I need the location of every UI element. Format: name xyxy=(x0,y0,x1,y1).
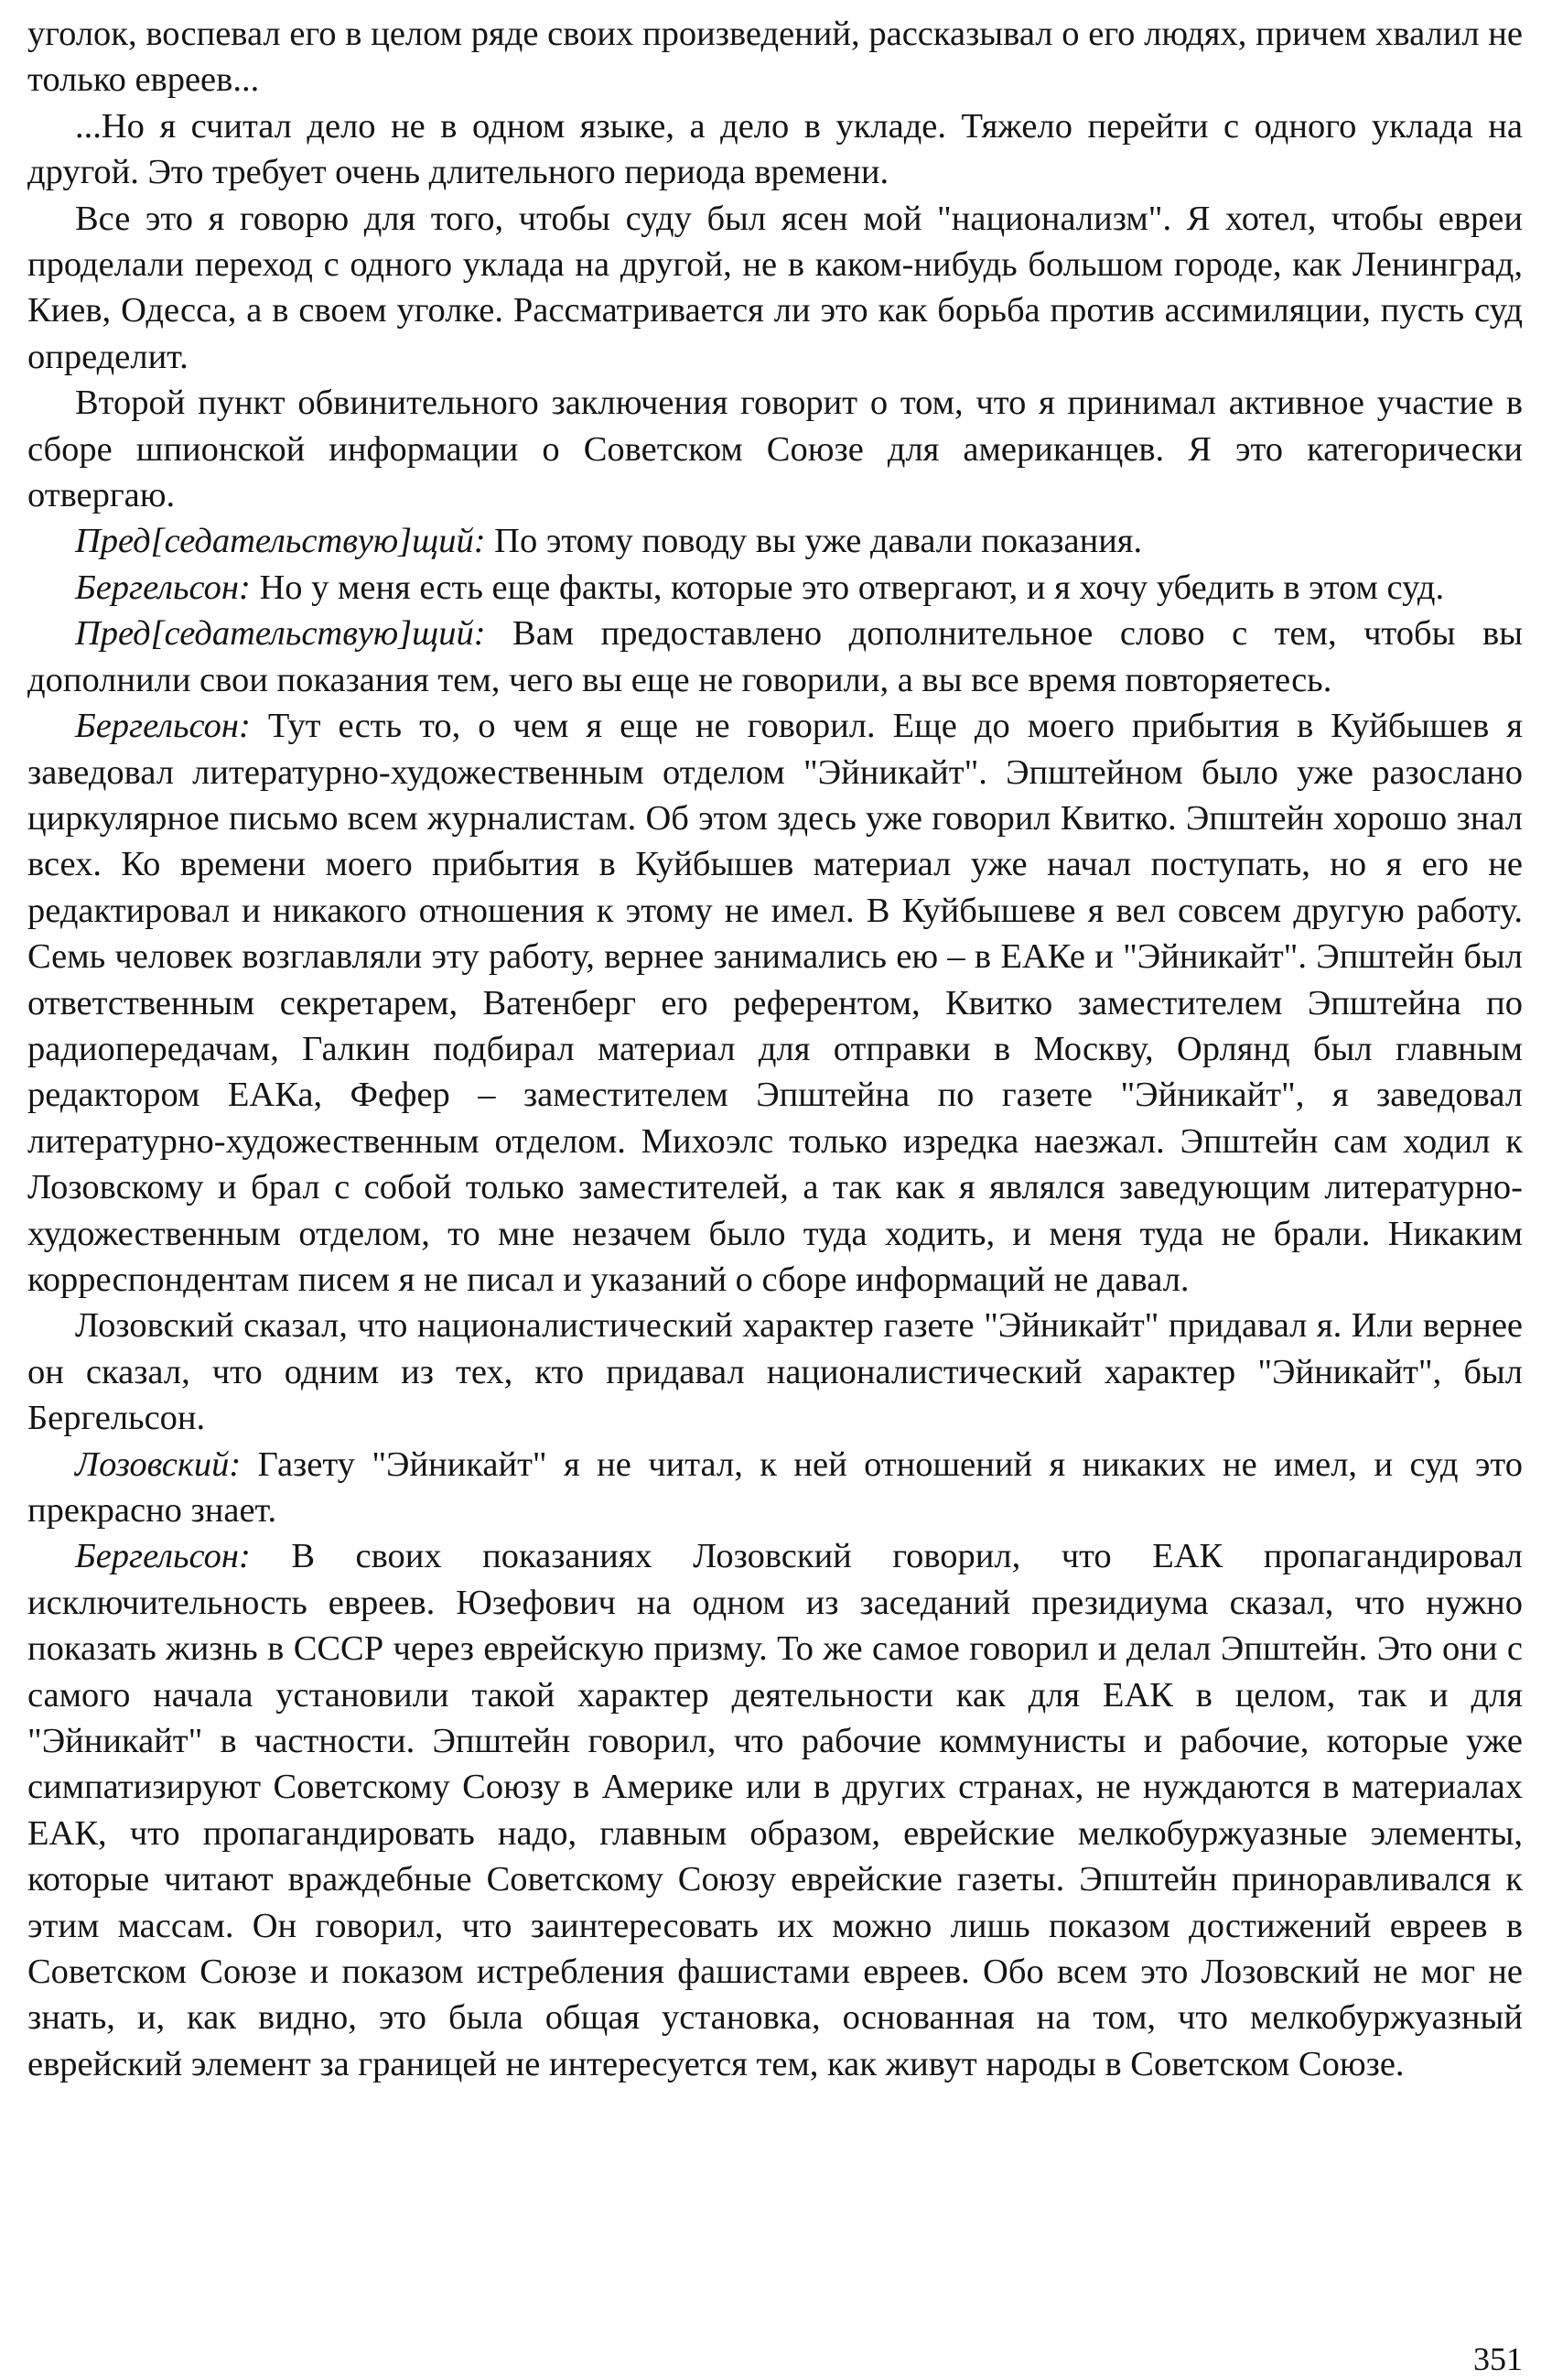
paragraph-6 xyxy=(27,565,1523,611)
speaker-name: Бергельсон: xyxy=(75,707,251,746)
paragraph-1 xyxy=(27,11,1523,103)
speaker-name: Пред[седательствую]щий: xyxy=(75,522,486,561)
page-body-text xyxy=(27,11,1523,2087)
speaker-name: Пред[седательствую]щий: xyxy=(75,614,486,654)
paragraph-9 xyxy=(27,1303,1523,1441)
paragraph-2 xyxy=(27,103,1523,196)
paragraph-4 xyxy=(27,380,1523,518)
paragraph-5 xyxy=(27,518,1523,564)
paragraph-text: уголок, воспевал его в целом ряде своих произведений, рассказывал о его людях, причем хвалил не только евреев... xyxy=(27,15,1523,100)
paragraph-text: В своих показаниях Лозовский говорил, что ЕАК пропагандировал исключительность евреев. Юзефович на одном из заседаний президиума сказал, что нужно показать жизнь в СССР через еврейскую призму. То же самое говорил и делал Эпштейн. Это они с самого начала установили такой характер деятельности как для ЕАК в целом, так и для "Эйникайт" в частности. Эпштейн говорил, что рабочие коммунисты и рабочие, которые уже симпатизируют Советскому Союзу в Америке или в других странах, не нуждаются в материалах ЕАК, что пропагандировать надо, главным образом, еврейские мелкобуржуазные элементы, которые читают враждебные Советскому Союзу еврейские газеты. Эпштейн приноравливался к этим массам. Он говорил, что заинтересовать их можно лишь показом достижений евреев в Советском Союзе и показом истребления фашистами евреев. Обо всем это Лозовский не мог не знать, и, как видно, это была общая установка, основанная на том, что мелкобуржуазный еврейский элемент за границей не интересуется тем, как живут народы в Советском Союзе. xyxy=(27,1537,1523,2083)
paragraph-text: Но у меня есть еще факты, которые это отвергают, и я хочу убедить в этом суд. xyxy=(259,568,1445,607)
book-page xyxy=(27,11,1524,2377)
paragraph-10 xyxy=(27,1442,1523,1534)
paragraph-8 xyxy=(27,703,1523,1303)
paragraph-text: Газету "Эйникайт" я не читал, к ней отношений я никаких не имел, и суд это прекрасно знает. xyxy=(27,1444,1524,1530)
paragraph-11 xyxy=(27,1533,1523,2087)
paragraph-text: ...Но я считал дело не в одном языке, а дело в укладе. Тяжело перейти с одного уклада на другой. Это требует очень длительного периода времени. xyxy=(27,106,1523,192)
paragraph-text: Тут есть то, о чем я еще не говорил. Еще до моего прибытия в Куйбышев я заведовал литературно-художественным отделом "Эйникайт". Эпштейном было уже разослано циркулярное письмо всем журналистам. Об этом здесь уже говорил Квитко. Эпштейн хорошо знал всех. Ко времени моего прибытия в Куйбышев материал уже начал поступать, но я его не редактировал и никакого отношения к этому не имел. В Куйбышеве я вел совсем другую работу. Семь человек возглавляли эту работу, вернее занимались ею – в ЕАКе и "Эйникайт". Эпштейн был ответственным секретарем, Ватенберг его референтом, Квитко заместителем Эпштейна по радиопередачам, Галкин подбирал материал для отправки в Москву, Орлянд был главным редактором ЕАКа, Фефер – заместителем Эпштейна по газете "Эйникайт", я заведовал литературно-художественным отделом. Михоэлс только изредка наезжал. Эпштейн сам ходил к Лозовскому и брал с собой только заместителей, а так как я являлся заведующим литературно-художественным отделом, то мне незачем было туда ходить, и меня туда не брали. Никаким корреспондентам писем я не писал и указаний о сборе информаций не давал. xyxy=(27,707,1524,1299)
speaker-name: Бергельсон: xyxy=(75,1537,251,1576)
paragraph-7 xyxy=(27,611,1523,703)
speaker-name: Бергельсон: xyxy=(75,568,251,607)
paragraph-text: Лозовский сказал, что националистический характер газете "Эйникайт" придавал я. Или вернее он сказал, что одним из тех, кто придавал националистический характер "Эйникайт", был Бергельсон. xyxy=(27,1306,1523,1438)
paragraph-text: Все это я говорю для того, чтобы суду был ясен мой "национализм". Я хотел, чтобы евреи проделали переход с одного уклада на другой, не в каком-нибудь большом городе, как Ленинград, Киев, Одесса, а в своем уголке. Рассматривается ли это как борьба против ассимиляции, пусть суд определит. xyxy=(27,199,1523,376)
speaker-name: Лозовский: xyxy=(75,1444,242,1484)
page-number: 351 xyxy=(1473,2341,1523,2377)
paragraph-text: По этому поводу вы уже давали показания. xyxy=(494,522,1143,561)
paragraph-text: Вам предоставлено дополнительное слово с тем, чтобы вы дополнили свои показания тем, чего вы еще не говорили, а вы все время повторяетесь. xyxy=(27,614,1523,699)
paragraph-3 xyxy=(27,196,1523,381)
paragraph-text: Второй пункт обвинительного заключения говорит о том, что я принимал активное участие в сборе шпионской информации о Советском Союзе для американцев. Я это категорически отвергаю. xyxy=(27,384,1523,515)
